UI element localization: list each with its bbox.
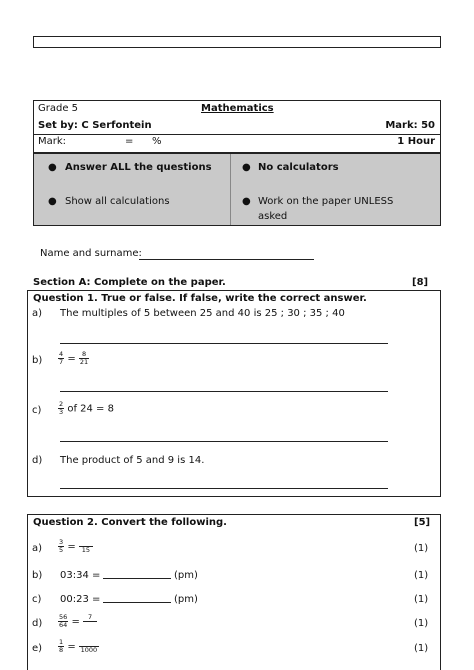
q1-a-answer-line[interactable] — [60, 343, 388, 344]
q1-c-expression: $\frac{2}{3}$ of 24 = 8 — [59, 400, 114, 416]
fraction: $\frac{2}{3}$ — [59, 400, 64, 416]
q1-c-answer-line[interactable] — [60, 441, 388, 442]
mark-percent: % — [152, 136, 162, 147]
header-table — [33, 100, 441, 153]
header-divider — [34, 134, 440, 135]
top-header-box — [33, 36, 441, 48]
fraction-blank-denominator[interactable]: 7 — [83, 614, 97, 629]
mark-field-label: Mark: — [38, 136, 67, 147]
instruction-asked: asked — [258, 211, 288, 222]
question-1-box — [27, 290, 441, 497]
q2-a-label: a) — [32, 543, 43, 554]
fraction: $\frac{1}{8}$ — [59, 638, 64, 654]
q2-c-mark: (1) — [414, 594, 429, 605]
q1-d-label: d) — [32, 455, 43, 466]
fraction: $\frac{4}{7}$ — [59, 350, 64, 366]
q2-e-expression: $\frac{1}{8}$ = 1000 — [59, 638, 98, 654]
q1-d-text: The product of 5 and 9 is 14. — [60, 455, 205, 466]
subject-title: Mathematics — [201, 103, 274, 114]
section-a-marks: [8] — [412, 277, 429, 288]
instruction-work-on-paper: Work on the paper UNLESS — [258, 196, 394, 207]
name-label: Name and surname: — [40, 248, 142, 259]
fraction: $\frac{3}{5}$ — [59, 538, 64, 554]
q2-b-suffix: (pm) — [174, 570, 198, 581]
q2-c-suffix: (pm) — [174, 594, 198, 605]
instructions-divider — [230, 154, 231, 225]
q1-d-answer-line[interactable] — [60, 488, 388, 489]
fraction: $\frac{56}{64}$ — [59, 613, 68, 629]
bullet-icon: ● — [242, 196, 251, 207]
q2-c-label: c) — [32, 594, 42, 605]
fraction: $\frac{8}{21}$ — [79, 350, 89, 366]
q2-b-answer-blank[interactable] — [103, 570, 171, 579]
q1-a-label: a) — [32, 308, 43, 319]
question-2-title: Question 2. Convert the following. — [33, 517, 227, 528]
q2-a-expression: $\frac{3}{5}$ = 15 — [58, 539, 93, 554]
q1-b-expression: $\frac{4}{7}$ = $\frac{8}{21}$ — [59, 350, 89, 366]
q1-c-label: c) — [32, 405, 42, 416]
duration-label: 1 Hour — [397, 136, 435, 147]
question-1-title: Question 1. True or false. If false, write the correct answer. — [33, 293, 367, 304]
bullet-icon: ● — [48, 196, 57, 207]
instructions-box — [33, 153, 441, 226]
q2-d-expression: $\frac{56}{64}$ = 7 — [58, 614, 97, 629]
name-input-line[interactable] — [139, 259, 314, 260]
fraction-blank-numerator[interactable]: 1000 — [79, 639, 99, 654]
instruction-answer-all: Answer ALL the questions — [65, 162, 212, 173]
q2-b-label: b) — [32, 570, 43, 581]
set-by-label: Set by: C Serfontein — [38, 120, 152, 131]
question-2-box — [27, 514, 441, 670]
instruction-show-calc: Show all calculations — [65, 196, 170, 207]
q2-e-label: e) — [32, 643, 43, 654]
q2-b-text: 03:34 = — [60, 570, 101, 581]
section-a-title: Section A: Complete on the paper. — [33, 277, 226, 288]
q2-b-mark: (1) — [414, 570, 429, 581]
bullet-icon: ● — [242, 162, 251, 173]
q2-d-label: d) — [32, 618, 43, 629]
q1-b-answer-line[interactable] — [60, 391, 388, 392]
q1-b-label: b) — [32, 355, 43, 366]
q2-c-text: 00:23 = — [60, 594, 101, 605]
q2-e-mark: (1) — [414, 643, 429, 654]
mark-equals: = — [125, 136, 134, 147]
mark-total-label: Mark: 50 — [385, 120, 435, 131]
grade-label: Grade 5 — [38, 103, 79, 114]
instruction-no-calculators: No calculators — [258, 162, 339, 173]
bullet-icon: ● — [48, 162, 57, 173]
q2-c-answer-blank[interactable] — [103, 594, 171, 603]
q1-a-text: The multiples of 5 between 25 and 40 is 25 ; 30 ; 35 ; 40 — [60, 308, 345, 319]
q2-d-mark: (1) — [414, 618, 429, 629]
q2-a-mark: (1) — [414, 543, 429, 554]
question-2-marks: [5] — [414, 517, 431, 528]
fraction-blank-numerator[interactable]: 15 — [79, 539, 93, 554]
